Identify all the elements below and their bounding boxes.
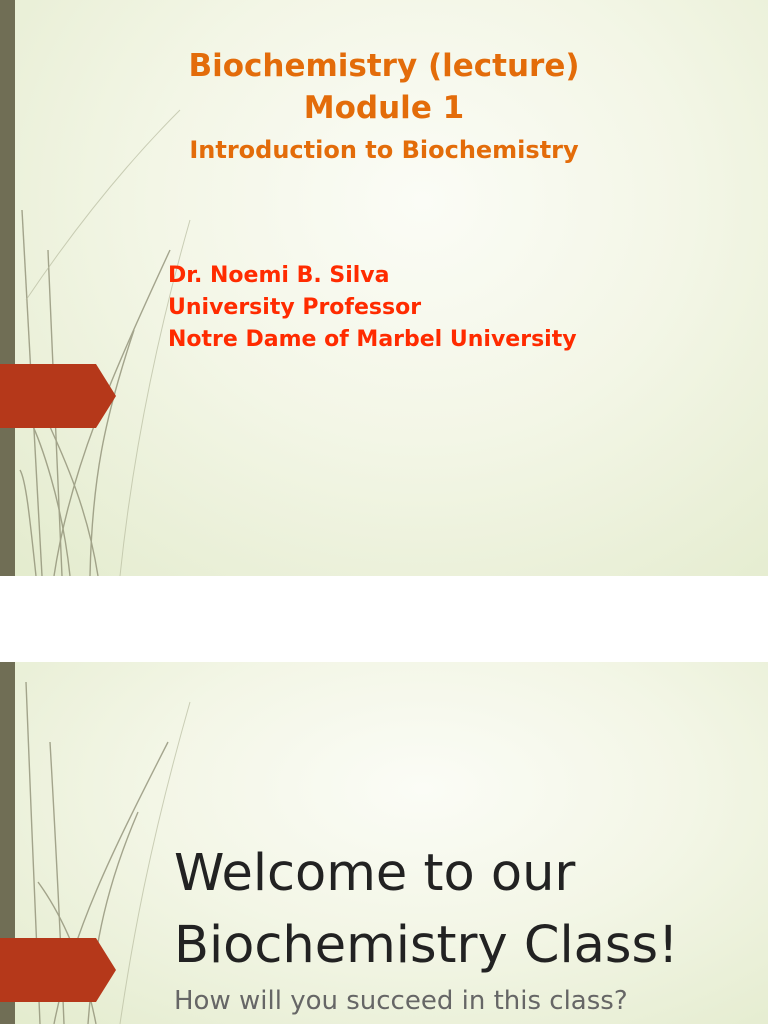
- slide-gap: [0, 576, 768, 662]
- module-heading: Module 1: [303, 90, 465, 126]
- author-block: [168, 260, 577, 356]
- author-position: University Professor: [168, 295, 422, 320]
- slide-title: Biochemistry (lecture): [188, 48, 580, 84]
- slide-subtitle: Introduction to Biochemistry: [189, 136, 579, 164]
- author-institution: Notre Dame of Marbel University: [168, 327, 577, 352]
- arrow-tab-icon: [0, 364, 116, 428]
- welcome-subtitle: How will you succeed in this class?: [174, 986, 628, 1016]
- welcome-title: [174, 838, 679, 982]
- slide-2: [0, 662, 768, 1024]
- welcome-title-line-2: Biochemistry Class!: [174, 916, 679, 975]
- arrow-tab-icon: [0, 938, 116, 1002]
- welcome-title-line-1: Welcome to our: [174, 844, 576, 903]
- author-name: Dr. Noemi B. Silva: [168, 263, 390, 288]
